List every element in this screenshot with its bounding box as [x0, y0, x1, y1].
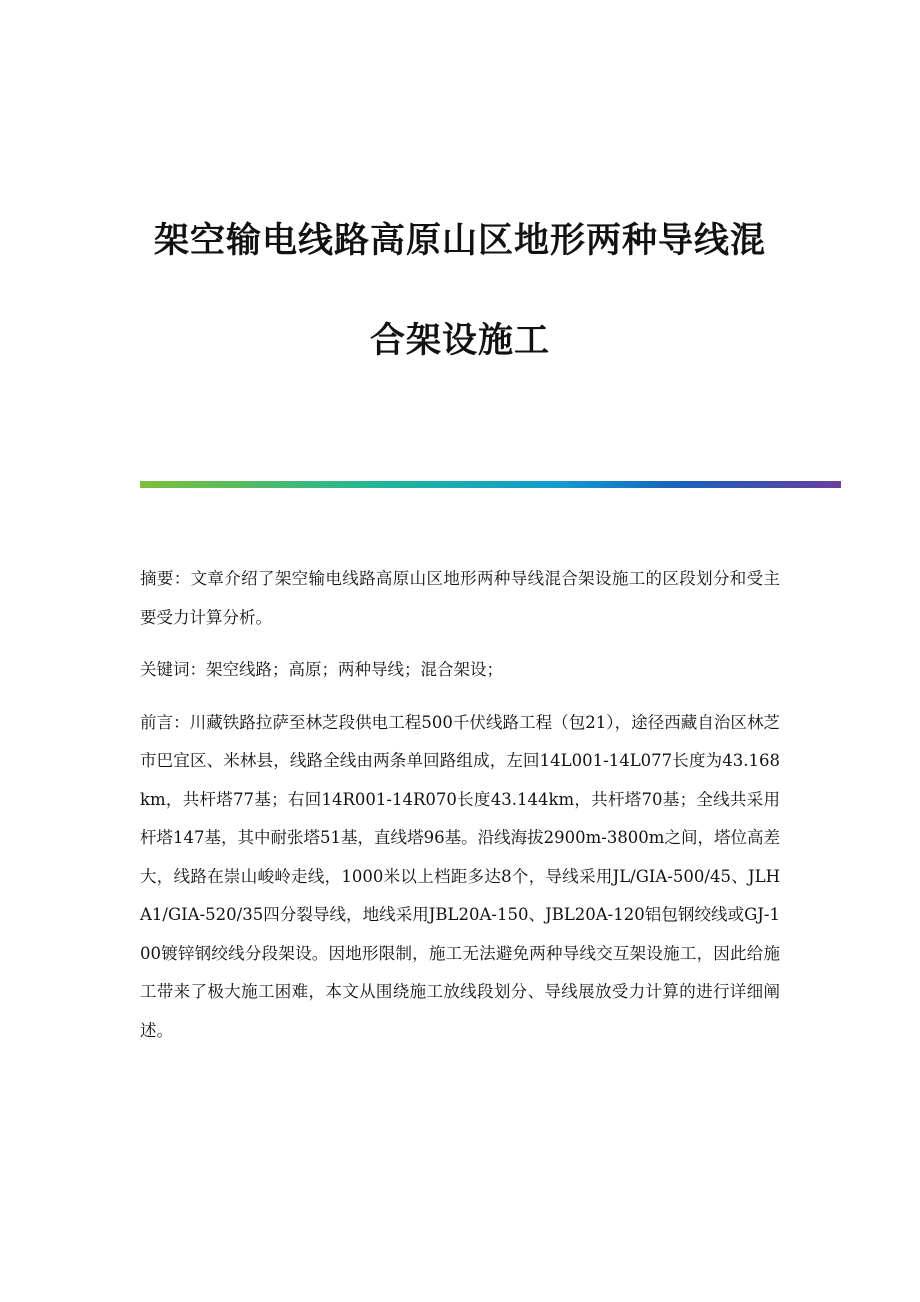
document-title	[0, 206, 920, 406]
gradient-divider	[140, 481, 841, 488]
keywords-label: 关键词：	[140, 660, 206, 679]
foreword-text: 川藏铁路拉萨至林芝段供电工程500千伏线路工程（包21），途径西藏自治区林芝市巴宜区、米林县，线路全线由两条单回路组成，左回14L001-14L077长度为43.168km，共杆塔77基；右回14R001-14R070长度43.144km，共杆塔70基；全线共采用杆塔147基，其中耐张塔51基，直线塔96基。沿线海拔2900m-3800m之间，塔位高差大，线路在崇山峻岭走线，1000米以上档距多达8个，导线采用JL/GIA-500/45、JLHA1/GIA-520/35四分裂导线，地线采用JBL20A-150、JBL20A-120铝包钢绞线或GJ-100镀锌钢绞线分段架设。因地形限制，施工无法避免两种导线交互架设施工，因此给施工带来了极大施工困难，本文从围绕施工放线段划分、导线展放受力计算的进行详细阐述。	[140, 712, 781, 1040]
foreword-label: 前言：	[140, 712, 190, 732]
abstract-label: 摘要：	[140, 569, 191, 588]
keywords-paragraph	[140, 651, 780, 690]
keywords-text: 架空线路；高原；两种导线；混合架设；	[206, 660, 503, 679]
foreword-paragraph	[140, 704, 780, 1051]
abstract-text: 文章介绍了架空输电线路高原山区地形两种导线混合架设施工的区段划分和受主要受力计算分析。	[140, 569, 781, 627]
abstract-paragraph	[140, 560, 780, 637]
document-body	[140, 560, 780, 1064]
title-line-1: 架空输电线路高原山区地形两种导线混	[153, 221, 766, 261]
title-line-2: 合架设施工	[369, 321, 550, 361]
